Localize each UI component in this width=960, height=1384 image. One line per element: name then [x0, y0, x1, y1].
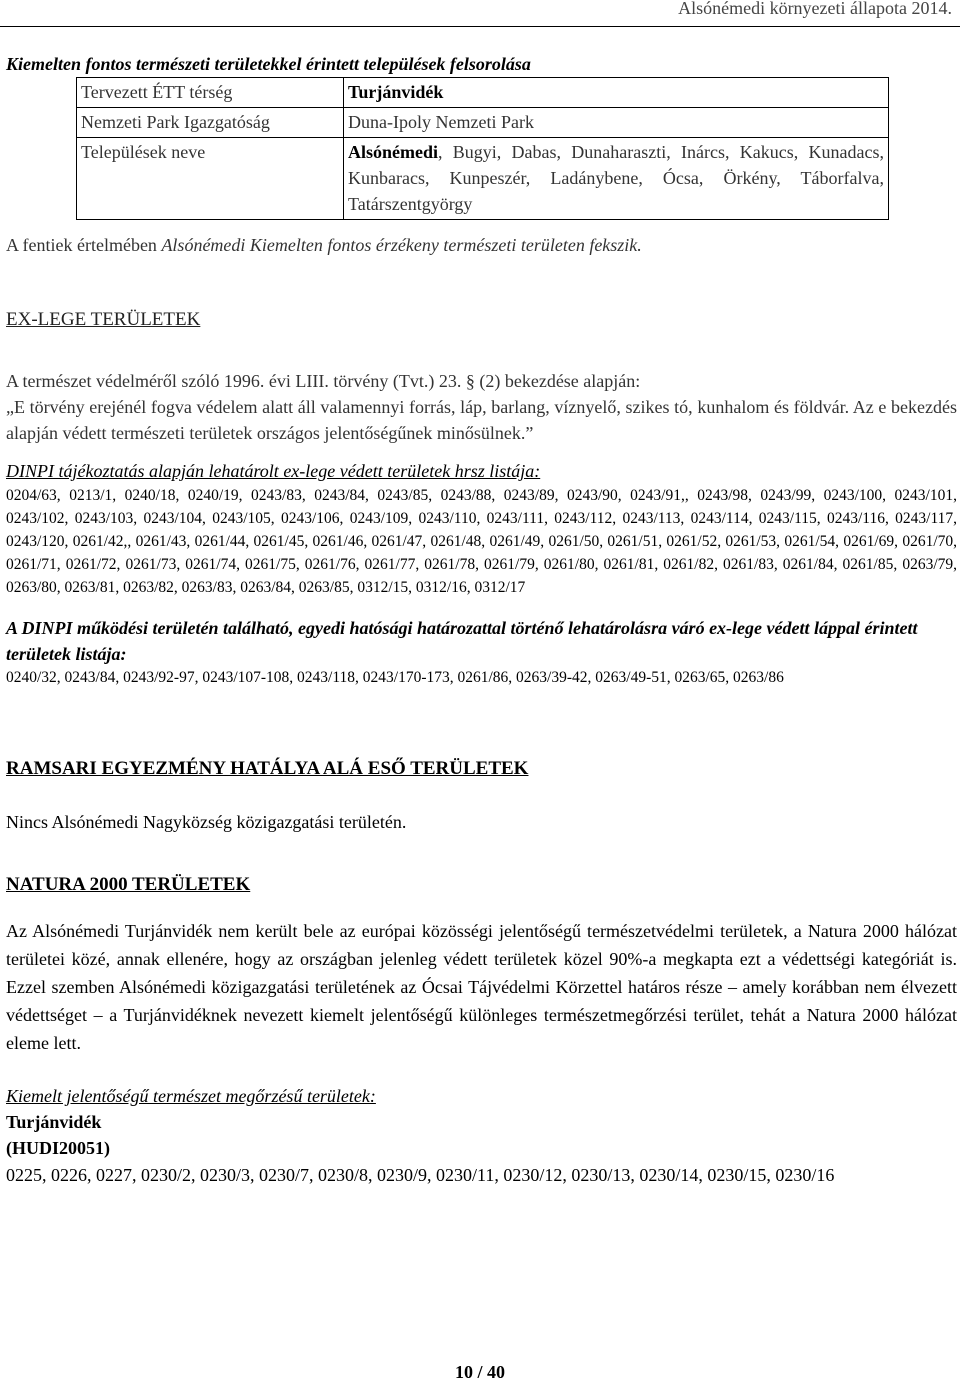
table-value: [344, 138, 889, 220]
table-row: [77, 138, 889, 220]
ett-info-table: [76, 77, 889, 220]
table-value: Duna-Ipoly Nemzeti Park: [344, 108, 889, 138]
dinpi-hrsz-list: 0204/63, 0213/1, 0240/18, 0240/19, 0243/83, 0243/84, 0243/85, 0243/88, 0243/89, 0243/90, 0243/91,, 0243/98, 0243/99, 0243/100, 0243/101, 0243/102, 0243/103, 0243/104, 0243/105, 0243/106, 0243/109, 0243/110, 0243/111, 0243/112, 0243/113, 0243/114, 0243/115, 0243/116, 0243/117, 0243/120, 0261/42,, 0261/43, 0261/44, 0261/45, 0261/46, 0261/47, 0261/48, 0261/49, 0261/50, 0261/51, 0261/52, 0261/53, 0261/54, 0261/69, 0261/70, 0261/71, 0261/72, 0261/73, 0261/74, 0261/75, 0261/76, 0261/77, 0261/78, 0261/79, 0261/80, 0261/81, 0261/82, 0261/83, 0261/84, 0261/85, 0263/79, 0263/80, 0263/81, 0263/82, 0263/83, 0263/84, 0263/85, 0312/15, 0312/16, 0312/17: [6, 487, 957, 596]
site-name: Turjánvidék: [6, 1112, 102, 1132]
heading-exlege: EX-LEGE TERÜLETEK: [6, 309, 201, 330]
site-hrsz-list: 0225, 0226, 0227, 0230/2, 0230/3, 0230/7, 0230/8, 0230/9, 0230/11, 0230/12, 0230/13, 0230/14, 0230/15, 0230/16: [6, 1165, 835, 1185]
kiemelt-title: Kiemelt jelentőségű természet megőrzésű területek:: [6, 1086, 376, 1106]
site-code: (HUDI20051): [6, 1138, 110, 1158]
settlement-list: , Bugyi, Dabas, Dunaharaszti, Inárcs, Kakucs, Kunadacs, Kunbaracs, Kunpeszér, Ladánybene, Ócsa, Örkény, Táborfalva, Tatárszentgyörgy: [348, 142, 884, 214]
page-number: 10 / 40: [454, 1362, 505, 1382]
ramsar-text: Nincs Alsónémedi Nagyközség közigazgatási területén.: [6, 812, 407, 832]
dinpi-list-title: DINPI tájékoztatás alapján lehatárolt ex-lege védett területek hrsz listája:: [6, 461, 541, 481]
decision-hrsz-list: 0240/32, 0243/84, 0243/92-97, 0243/107-108, 0243/118, 0243/170-173, 0261/86, 0263/39-42, 0263/49-51, 0263/65, 0263/86: [6, 669, 784, 686]
law-quote: „E törvény erejénél fogva védelem alatt áll valamennyi forrás, láp, barlang, víznyelő, szikes tó, kunhalom és földvár. Az e bekezdés alapján védett természeti területek országos jelentőségűnek minősülnek.”: [6, 397, 957, 443]
law-reference: A természet védelméről szóló 1996. évi LIII. törvény (Tvt.) 23. § (2) bekezdése alapján:: [6, 371, 641, 391]
section-title-kiemelten: Kiemelten fontos természeti területekkel érintett települések felsorolása: [6, 54, 531, 74]
running-header: [0, 0, 960, 27]
running-title: Alsónémedi környezeti állapota 2014.: [678, 0, 952, 18]
settlement-highlight: Alsónémedi: [348, 142, 438, 162]
heading-natura: NATURA 2000 TERÜLETEK: [6, 874, 251, 895]
sensitive-area-note: [6, 232, 957, 258]
table-key: Nemzeti Park Igazgatóság: [77, 108, 344, 138]
natura-text: Az Alsónémedi Turjánvidék nem került bele az európai közösségi jelentőségű természetvédelmi területek, a Natura 2000 hálózat területei közé, annak ellenére, hogy az országban jelenleg védett területek közel 90%-a megkapta ezt a védettségi kategóriát is. Ezzel szemben Alsónémedi közigazgatási területének az Ócsai Tájvédelmi Körzettel határos része – amely korábban nem élvezett védettséget – a Turjánvidéknek nevezett kiemelt jelentőségű különleges természetmegőrzési terület, tehát a Natura 2000 hálózat eleme lett.: [6, 921, 957, 1053]
heading-ramsar: RAMSARI EGYEZMÉNY HATÁLYA ALÁ ESŐ TERÜLETEK: [6, 758, 529, 779]
table-row: [77, 78, 889, 108]
decision-list-title: A DINPI működési területén található, egyedi hatósági határozattal történő lehatárolásra váró ex-lege védett láppal érintett területek listája:: [6, 618, 918, 664]
page-content: [6, 50, 957, 1189]
table-key: Települések neve: [77, 138, 344, 220]
table-value: Turjánvidék: [344, 78, 889, 108]
note-italic: Alsónémedi Kiemelten fontos érzékeny természeti területen fekszik.: [161, 235, 642, 255]
table-key: Tervezett ÉTT térség: [77, 78, 344, 108]
table-row: [77, 108, 889, 138]
note-plain: A fentiek értelmében: [6, 235, 162, 255]
